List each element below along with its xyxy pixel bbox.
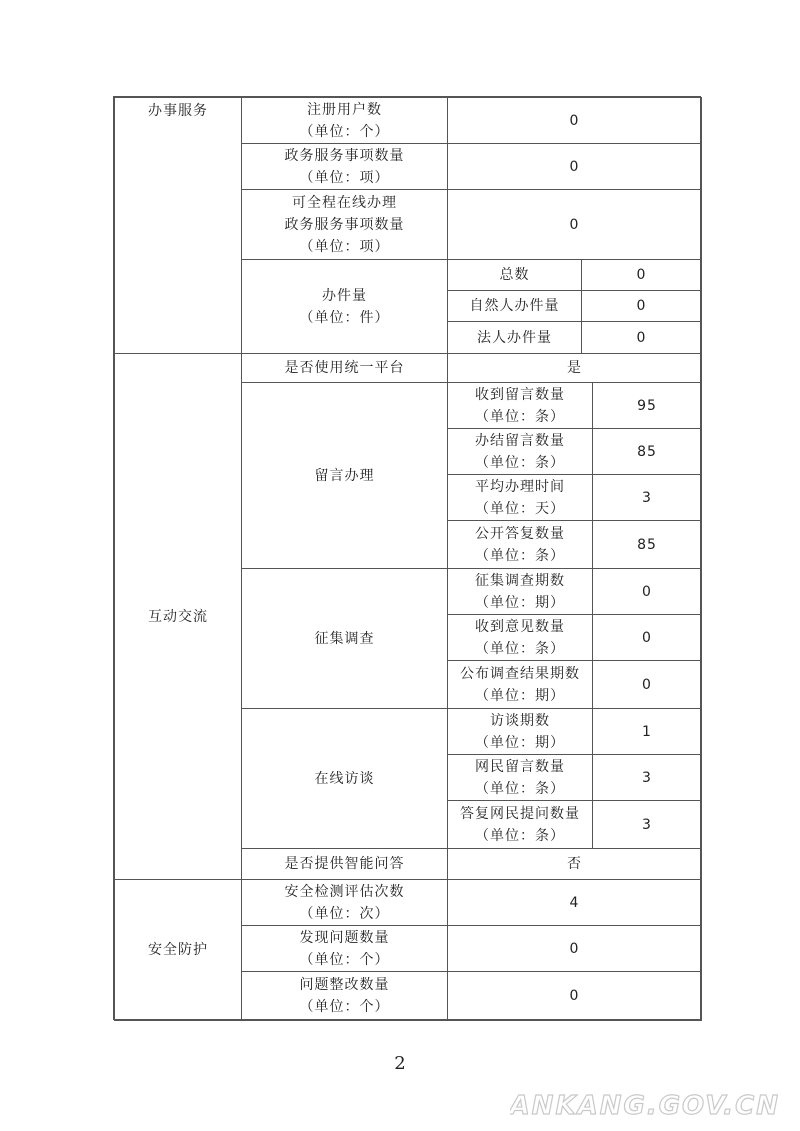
msg-public-unit: （单位：条） bbox=[475, 547, 565, 564]
volume-label-cell bbox=[241, 259, 448, 354]
interview-netizen-label: 网民留言数量 bbox=[475, 758, 565, 775]
online-items-line2: 政务服务事项数量 bbox=[284, 216, 405, 233]
found-unit: （单位：个） bbox=[299, 951, 390, 968]
msg-done-value: 85 bbox=[592, 428, 702, 475]
section-banshi-label: 办事服务 bbox=[148, 103, 208, 119]
volume-total-value: 0 bbox=[581, 259, 702, 291]
survey-label: 征集调查 bbox=[241, 568, 448, 709]
interview-answered-unit: （单位：条） bbox=[475, 827, 565, 844]
msg-received-label: 收到留言数量 bbox=[475, 386, 565, 403]
watermark-text: ANKANG.GOV.CN bbox=[510, 1091, 780, 1120]
survey-results-label-cell bbox=[447, 660, 593, 709]
checks-label: 安全检测评估次数 bbox=[284, 883, 405, 900]
survey-results-unit: （单位：期） bbox=[475, 687, 565, 704]
survey-opinions-value: 0 bbox=[592, 614, 702, 661]
found-label: 发现问题数量 bbox=[299, 929, 390, 946]
interview-periods-label: 访谈期数 bbox=[490, 712, 550, 729]
volume-total-label: 总数 bbox=[447, 259, 582, 291]
reg-users-label-cell bbox=[241, 97, 448, 144]
survey-opinions-label-cell bbox=[447, 614, 593, 661]
reg-users-unit: （单位：个） bbox=[299, 123, 390, 140]
interview-periods-label-cell bbox=[447, 708, 593, 755]
items-count-unit: （单位：项） bbox=[299, 169, 390, 186]
fixed-label-cell bbox=[241, 971, 448, 1021]
section-anquan-title: 安全防护 bbox=[114, 879, 242, 1021]
survey-periods-value: 0 bbox=[592, 568, 702, 615]
smart-qa-value: 否 bbox=[447, 848, 702, 880]
interview-periods-value: 1 bbox=[592, 708, 702, 755]
section-hudong-title: 互动交流 bbox=[114, 353, 242, 880]
survey-periods-label: 征集调查期数 bbox=[475, 572, 565, 589]
survey-results-label: 公布调查结果期数 bbox=[460, 665, 580, 682]
msg-public-label-cell bbox=[447, 520, 593, 569]
found-label-cell bbox=[241, 925, 448, 972]
online-items-value: 0 bbox=[447, 189, 702, 260]
interview-netizen-value: 3 bbox=[592, 754, 702, 801]
fixed-label: 问题整改数量 bbox=[299, 977, 390, 993]
interview-answered-label: 答复网民提问数量 bbox=[460, 805, 580, 822]
items-count-label: 政务服务事项数量 bbox=[284, 147, 405, 164]
online-items-line1: 可全程在线办理 bbox=[292, 194, 397, 211]
msg-public-label: 公开答复数量 bbox=[475, 525, 565, 542]
volume-natural-label: 自然人办件量 bbox=[447, 290, 582, 322]
survey-opinions-label: 收到意见数量 bbox=[475, 618, 565, 635]
interview-answered-label-cell bbox=[447, 800, 593, 849]
volume-legal-label: 法人办件量 bbox=[447, 321, 582, 354]
volume-natural-value: 0 bbox=[581, 290, 702, 322]
interview-netizen-label-cell bbox=[447, 754, 593, 801]
checks-value: 4 bbox=[447, 879, 702, 926]
msg-received-value: 95 bbox=[592, 382, 702, 429]
msg-received-unit: （单位：条） bbox=[475, 408, 565, 425]
fixed-unit: （单位：个） bbox=[299, 999, 390, 1015]
checks-label-cell bbox=[241, 879, 448, 926]
watermark-logo bbox=[510, 1088, 782, 1120]
survey-periods-unit: （单位：期） bbox=[475, 594, 565, 611]
fixed-value: 0 bbox=[447, 971, 702, 1021]
interview-answered-value: 3 bbox=[592, 800, 702, 849]
stats-table bbox=[113, 96, 701, 1020]
online-items-label-cell bbox=[241, 189, 448, 260]
smart-qa-label: 是否提供智能问答 bbox=[241, 848, 448, 880]
msg-avg-label: 平均办理时间 bbox=[475, 478, 565, 495]
items-count-value: 0 bbox=[447, 143, 702, 190]
msg-avg-label-cell bbox=[447, 474, 593, 521]
msg-public-value: 85 bbox=[592, 520, 702, 569]
msg-done-unit: （单位：条） bbox=[475, 454, 565, 471]
msg-avg-unit: （单位：天） bbox=[475, 500, 565, 517]
interview-periods-unit: （单位：期） bbox=[475, 734, 565, 751]
found-value: 0 bbox=[447, 925, 702, 972]
messages-label: 留言办理 bbox=[241, 382, 448, 569]
volume-legal-value: 0 bbox=[581, 321, 702, 354]
page-number: 2 bbox=[394, 1053, 406, 1074]
volume-unit: （单位：件） bbox=[299, 309, 390, 326]
msg-avg-value: 3 bbox=[592, 474, 702, 521]
section-banshi-title bbox=[114, 97, 242, 354]
volume-label: 办件量 bbox=[322, 287, 367, 304]
survey-opinions-unit: （单位：条） bbox=[475, 640, 565, 657]
msg-done-label-cell bbox=[447, 428, 593, 475]
unified-label: 是否使用统一平台 bbox=[241, 353, 448, 383]
survey-results-value: 0 bbox=[592, 660, 702, 709]
online-items-unit: （单位：项） bbox=[299, 238, 390, 255]
unified-value: 是 bbox=[447, 353, 702, 383]
reg-users-value: 0 bbox=[447, 97, 702, 144]
interview-netizen-unit: （单位：条） bbox=[475, 780, 565, 797]
items-count-label-cell bbox=[241, 143, 448, 190]
msg-done-label: 办结留言数量 bbox=[475, 432, 565, 449]
msg-received-label-cell bbox=[447, 382, 593, 429]
reg-users-label: 注册用户数 bbox=[307, 101, 382, 118]
survey-periods-label-cell bbox=[447, 568, 593, 615]
checks-unit: （单位：次） bbox=[299, 905, 390, 922]
interview-label: 在线访谈 bbox=[241, 708, 448, 849]
